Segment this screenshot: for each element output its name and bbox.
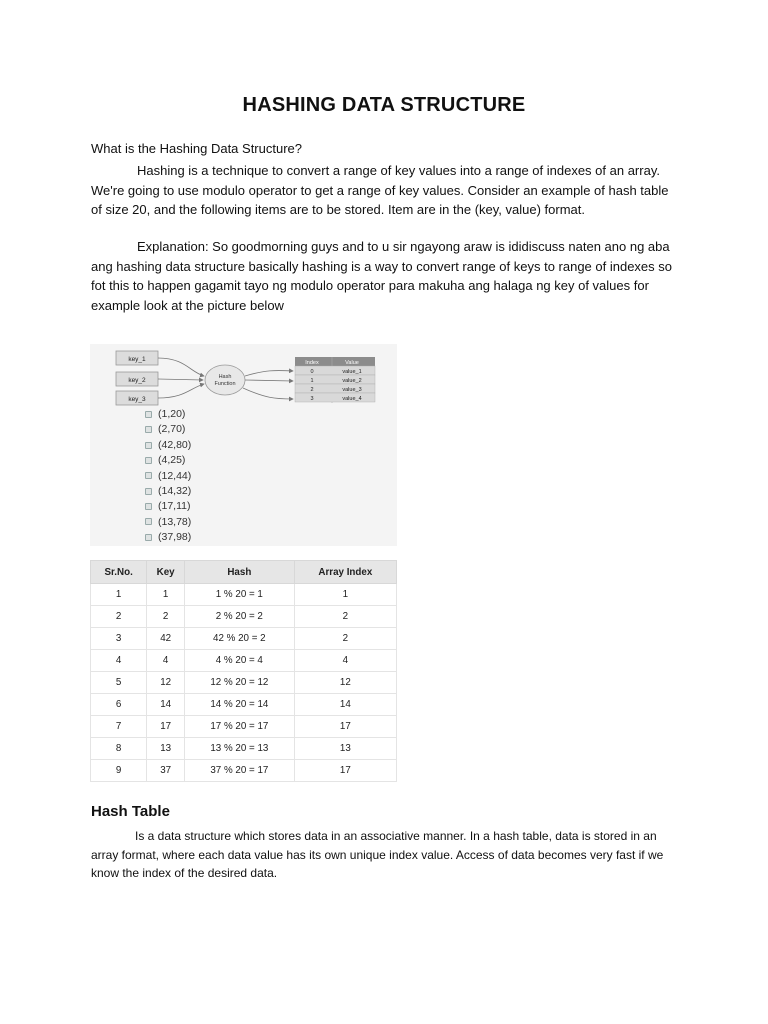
bullet-icon [145, 426, 152, 433]
cell-array-index: 1 [294, 584, 396, 606]
arrow-function-row0 [245, 371, 293, 376]
arrow-key3-function [158, 384, 204, 398]
hash-function-label-1: Hash [218, 374, 232, 380]
section-heading: Hash Table [91, 803, 170, 820]
cell-key: 42 [147, 628, 185, 650]
value-cell-3: value_4 [342, 396, 362, 402]
cell-hash: 13 % 20 = 13 [185, 738, 295, 760]
index-table-row-3 [295, 393, 375, 402]
column-header-hash: Hash [185, 561, 295, 584]
index-cell-3: 3 [310, 396, 314, 402]
column-header-key: Key [147, 561, 185, 584]
cell-array-index: 14 [294, 694, 396, 716]
index-table-row-2 [295, 384, 375, 393]
index-table-header-index: Index [305, 360, 319, 366]
arrow-function-row3 [243, 388, 293, 399]
intro-paragraph: Hashing is a technique to convert a range of key values into a range of indexes of an array. We're going to use modulo operator to get a range of key values. Consider an example of hash table of size 20, and the following items are to be stored. Item are in the (key, value) format. [91, 163, 669, 217]
bullet-icon [145, 411, 152, 418]
cell-srno: 7 [91, 716, 147, 738]
table-header-row [91, 561, 397, 584]
cell-srno: 2 [91, 606, 147, 628]
list-item [145, 407, 191, 422]
list-item [145, 530, 191, 545]
cell-key: 13 [147, 738, 185, 760]
list-item [145, 469, 191, 484]
item-text: (42,80) [158, 438, 192, 451]
list-item [145, 515, 191, 530]
cell-key: 2 [147, 606, 185, 628]
value-cell-0: value_1 [342, 369, 362, 375]
cell-srno: 3 [91, 628, 147, 650]
question-text: What is the Hashing Data Structure? [91, 141, 302, 156]
index-cell-0: 0 [310, 369, 314, 375]
cell-srno: 5 [91, 672, 147, 694]
cell-hash: 17 % 20 = 17 [185, 716, 295, 738]
arrow-key2-function [158, 379, 203, 380]
bullet-icon [145, 503, 152, 510]
list-item [145, 438, 191, 453]
bullet-icon [145, 457, 152, 464]
index-table-row-0 [295, 366, 375, 375]
cell-srno: 1 [91, 584, 147, 606]
section-paragraph: Is a data structure which stores data in an associative manner. In a hash table, data is stored in an array format, where each data value has its own unique index value. Access of data becomes very fast if we know the index of the desired data. [91, 829, 664, 880]
item-text: (4,25) [158, 454, 186, 467]
item-text: (2,70) [158, 423, 186, 436]
bullet-icon [145, 488, 152, 495]
index-cell-2: 2 [310, 387, 314, 393]
value-cell-1: value_2 [342, 378, 362, 384]
cell-key: 12 [147, 672, 185, 694]
index-table-row-1 [295, 375, 375, 384]
cell-array-index: 2 [294, 606, 396, 628]
cell-key: 14 [147, 694, 185, 716]
cell-key: 37 [147, 760, 185, 782]
cell-array-index: 2 [294, 628, 396, 650]
cell-key: 4 [147, 650, 185, 672]
hash-function-label-2: Function [214, 381, 236, 387]
index-cell-1: 1 [310, 378, 314, 384]
key-value-items-list [145, 407, 191, 546]
hash-table [90, 560, 397, 782]
bullet-icon [145, 472, 152, 479]
list-item [145, 453, 191, 468]
table-row [91, 760, 397, 782]
cell-hash: 37 % 20 = 17 [185, 760, 295, 782]
item-text: (37,98) [158, 531, 192, 544]
key-label-2: key_2 [128, 377, 146, 384]
cell-srno: 8 [91, 738, 147, 760]
list-item [145, 422, 191, 437]
table-row [91, 738, 397, 760]
cell-hash: 42 % 20 = 2 [185, 628, 295, 650]
hashing-diagram [90, 344, 397, 546]
bullet-icon [145, 518, 152, 525]
arrow-key1-function [158, 358, 204, 376]
cell-array-index: 17 [294, 716, 396, 738]
cell-array-index: 13 [294, 738, 396, 760]
column-header-srno: Sr.No. [91, 561, 147, 584]
page-title: HASHING DATA STRUCTURE [242, 94, 526, 116]
bullet-icon [145, 442, 152, 449]
key-label-3: key_3 [128, 396, 146, 403]
table-row [91, 694, 397, 716]
cell-array-index: 4 [294, 650, 396, 672]
item-text: (1,20) [158, 408, 186, 420]
cell-srno: 9 [91, 760, 147, 782]
cell-array-index: 12 [294, 672, 396, 694]
table-row [91, 584, 397, 606]
cell-srno: 6 [91, 694, 147, 716]
cell-hash: 12 % 20 = 12 [185, 672, 295, 694]
hash-function-node [205, 365, 245, 395]
item-text: (12,44) [158, 469, 192, 482]
column-header-array-index: Array Index [294, 561, 396, 584]
table-row [91, 606, 397, 628]
cell-hash: 4 % 20 = 4 [185, 650, 295, 672]
cell-key: 1 [147, 584, 185, 606]
cell-srno: 4 [91, 650, 147, 672]
list-item [145, 484, 191, 499]
explanation-paragraph: Explanation: So goodmorning guys and to u sir ngayong araw is ididiscuss naten ano ng aba ang hashing data structure basically hashing is a way to convert range of keys to range of indexes so fot this to happen gagamit tayo ng modulo operator para makuha ang halaga ng key of values for example look at the picture below [91, 239, 673, 313]
cell-hash: 2 % 20 = 2 [185, 606, 295, 628]
list-item [145, 499, 191, 514]
key-label-1: key_1 [128, 356, 146, 363]
table-row [91, 716, 397, 738]
cell-array-index: 17 [294, 760, 396, 782]
cell-hash: 14 % 20 = 14 [185, 694, 295, 716]
item-text: (13,78) [158, 515, 192, 528]
table-row [91, 650, 397, 672]
item-text: (14,32) [158, 484, 192, 497]
hashing-diagram-figure [90, 344, 397, 546]
bullet-icon [145, 534, 152, 541]
table-row [91, 628, 397, 650]
arrow-function-row1 [245, 380, 293, 381]
value-cell-2: value_3 [342, 387, 362, 393]
cell-key: 17 [147, 716, 185, 738]
index-table-header-value: Value [345, 360, 359, 366]
table-row [91, 672, 397, 694]
cell-hash: 1 % 20 = 1 [185, 584, 295, 606]
item-text: (17,11) [158, 500, 191, 513]
